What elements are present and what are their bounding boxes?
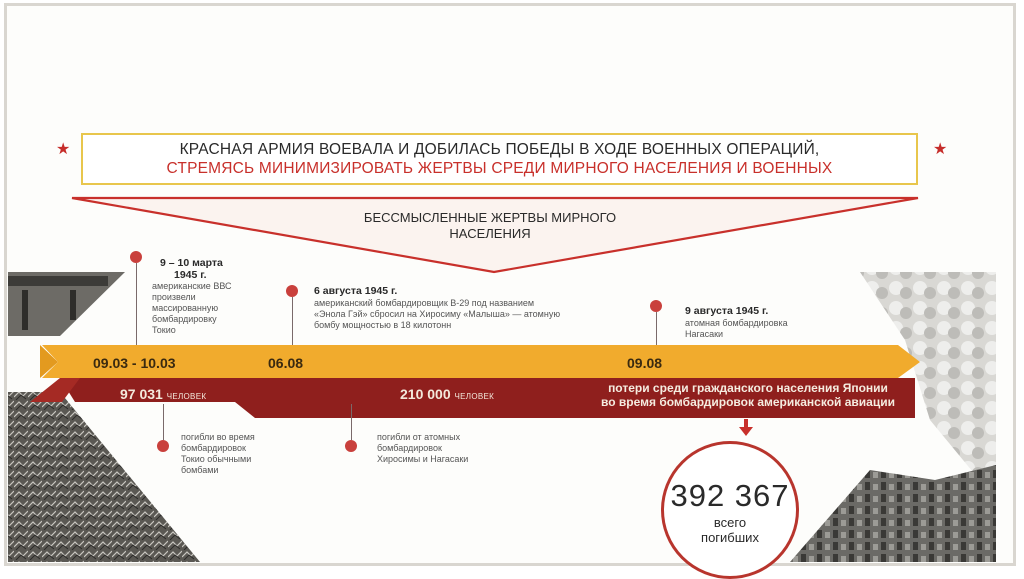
event-text-line: произвели <box>152 292 196 302</box>
nagasaki-ruins-photo <box>790 465 996 562</box>
losses-caption-line-1: потери среди гражданского населения Японии <box>608 381 888 395</box>
event-date-tokyo <box>160 257 223 281</box>
event-marker-tokyo <box>130 251 142 263</box>
event-text-line: «Энола Гэй» сбросил на Хиросиму «Малыша» — атомную <box>314 309 561 319</box>
note-line: бомбами <box>181 465 219 475</box>
star-icon-right: ★ <box>933 141 948 158</box>
event-marker-nagasaki <box>650 300 662 312</box>
total-circle <box>661 441 799 579</box>
event-marker-hiroshima <box>286 285 298 297</box>
event-text-line: Токио <box>152 325 176 335</box>
total-caption <box>664 515 796 545</box>
tokyo-ruins-photo <box>8 392 200 562</box>
event-date-nagasaki: 9 августа 1945 г. <box>685 305 769 317</box>
note-stem-atomic <box>351 404 352 440</box>
note-line: бомбардировок <box>181 443 246 453</box>
event-text-hiroshima <box>314 298 560 331</box>
note-line: Токио обычными <box>181 454 252 464</box>
casualties-tokyo-number: 97 031 <box>120 386 163 402</box>
timeline-date-tokyo: 09.03 - 10.03 <box>93 355 176 371</box>
note-stem-tokyo <box>163 404 164 440</box>
event-text-line: американский бомбардировщик B-29 под названием <box>314 298 535 308</box>
header-line-1: КРАСНАЯ АРМИЯ ВОЕВАЛА И ДОБИЛАСЬ ПОБЕДЫ В ХОДЕ ВОЕННЫХ ОПЕРАЦИЙ, <box>179 141 820 158</box>
event-text-tokyo <box>152 281 232 336</box>
total-number: 392 367 <box>670 478 790 513</box>
event-date-tokyo-a: 9 – 10 марта <box>160 257 223 269</box>
event-text-line: массированную <box>152 303 219 313</box>
casualties-atomic <box>400 386 494 402</box>
event-text-line: атомная бомбардировка <box>685 318 788 328</box>
header-box <box>81 133 918 185</box>
total-caption-line-1: всего <box>713 515 747 530</box>
event-date-hiroshima: 6 августа 1945 г. <box>314 285 398 297</box>
event-text-line: американские ВВС <box>152 281 232 291</box>
casualties-atomic-unit: ЧЕЛОВЕК <box>454 392 495 401</box>
note-line: погибли во время <box>181 432 255 442</box>
event-date-tokyo-b: 1945 г. <box>174 269 207 281</box>
timeline-date-nagasaki: 09.08 <box>627 355 663 371</box>
event-text-line: Нагасаки <box>685 329 724 339</box>
event-stem-nagasaki <box>656 312 657 345</box>
note-atomic <box>377 432 468 465</box>
event-stem-tokyo <box>136 263 137 345</box>
casualties-atomic-number: 210 000 <box>400 386 451 402</box>
subtitle-line-2: НАСЕЛЕНИЯ <box>449 226 531 241</box>
casualties-tokyo <box>120 386 206 402</box>
event-stem-hiroshima <box>292 297 293 345</box>
subtitle <box>340 210 640 242</box>
note-line: Хиросимы и Нагасаки <box>377 454 469 464</box>
subtitle-line-1: БЕССМЫСЛЕННЫЕ ЖЕРТВЫ МИРНОГО <box>363 210 617 225</box>
note-marker-atomic <box>345 440 357 452</box>
event-text-nagasaki <box>685 318 788 340</box>
note-line: погибли от атомных <box>377 432 461 442</box>
losses-caption-line-2: во время бомбардировок американской авиации <box>601 395 895 409</box>
note-marker-tokyo <box>157 440 169 452</box>
event-text-line: бомбу мощностью в 18 килотонн <box>314 320 452 330</box>
arrow-down-icon <box>739 419 753 437</box>
note-tokyo <box>181 432 255 476</box>
star-icon-left: ★ <box>56 141 71 158</box>
casualties-tokyo-unit: ЧЕЛОВЕК <box>166 392 207 401</box>
event-text-line: бомбардировку <box>152 314 217 324</box>
total-caption-line-2: погибших <box>701 530 759 545</box>
header-line-2: СТРЕМЯСЬ МИНИМИЗИРОВАТЬ ЖЕРТВЫ СРЕДИ МИРНОГО НАСЕЛЕНИЯ И ВОЕННЫХ <box>166 160 833 177</box>
timeline-date-hiroshima: 06.08 <box>268 355 304 371</box>
note-line: бомбардировок <box>377 443 442 453</box>
losses-caption <box>583 381 913 409</box>
